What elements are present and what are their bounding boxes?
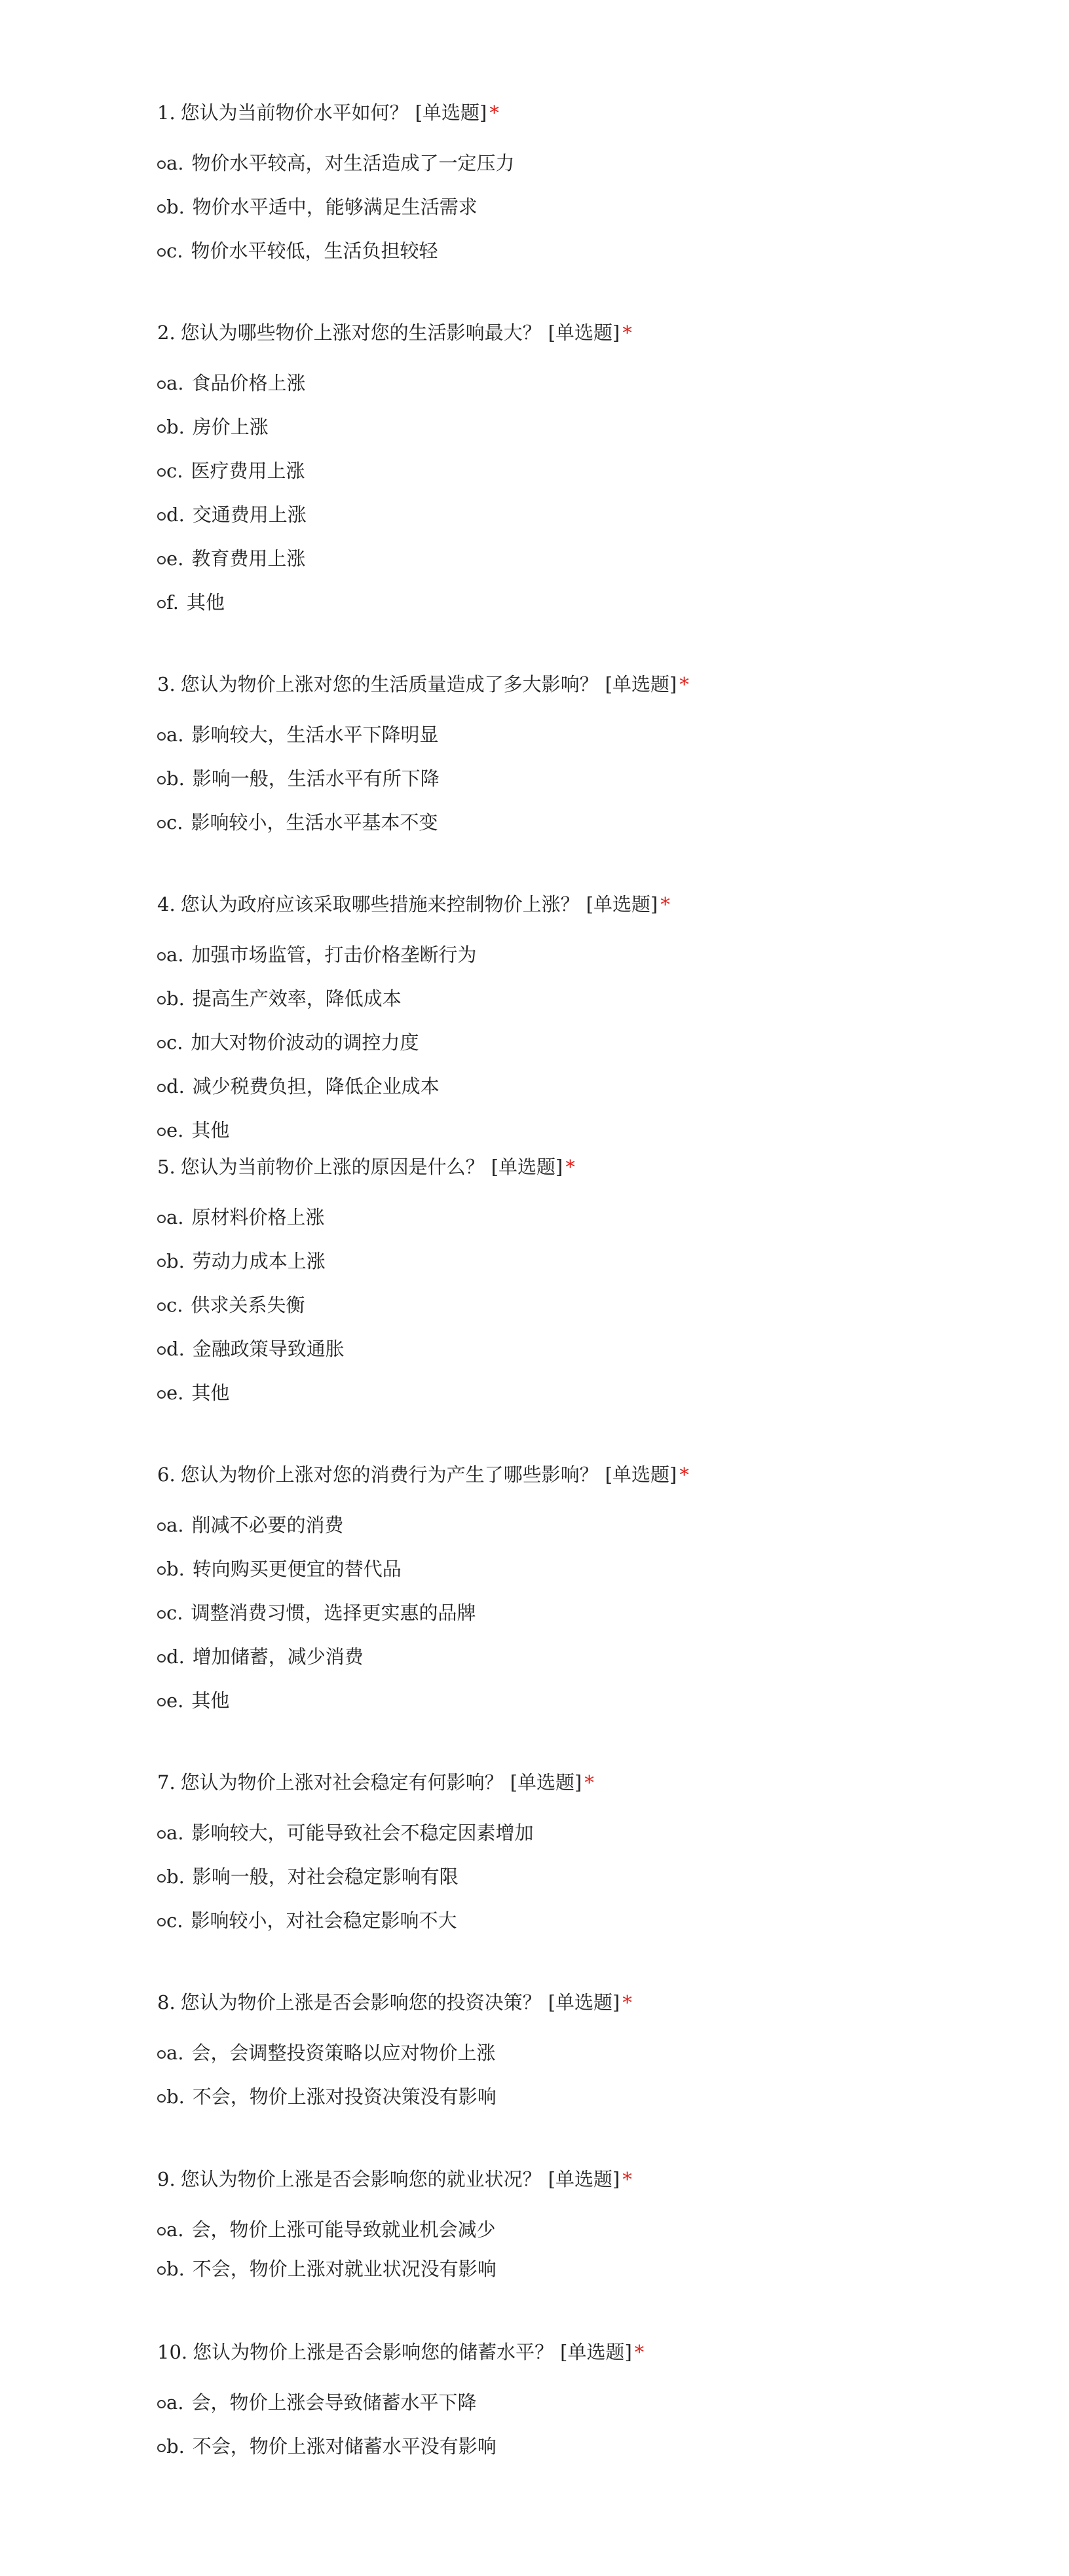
option-letter: e.: [166, 1119, 184, 1141]
option-text: 会，物价上涨可能导致就业机会减少: [191, 2218, 496, 2241]
question-type-label: [单选题]: [510, 1771, 582, 1794]
radio-button-icon[interactable]: [157, 424, 166, 433]
option-text: 其他: [191, 1689, 230, 1712]
question-block: [157, 320, 943, 614]
required-marker: *: [679, 1463, 689, 1486]
option-text: 影响较大，可能导致社会不稳定因素增加: [191, 1822, 534, 1844]
question-number: 1.: [157, 101, 176, 124]
radio-button-icon[interactable]: [157, 952, 166, 961]
radio-button-icon[interactable]: [157, 1302, 166, 1311]
option-text: 不会，物价上涨对就业状况没有影响: [192, 2258, 497, 2280]
option-text: 削减不必要的消费: [191, 1514, 344, 1536]
option-letter: d.: [166, 1075, 185, 1097]
option-letter: c.: [166, 811, 183, 834]
option-text: 增加储蓄，减少消费: [192, 1646, 364, 1668]
question-text: 您认为当前物价水平如何？: [180, 101, 409, 124]
option-text: 交通费用上涨: [192, 504, 307, 526]
question-block: [157, 1769, 943, 1932]
radio-button-icon[interactable]: [157, 1128, 166, 1136]
radio-button-icon[interactable]: [157, 600, 166, 608]
answer-option[interactable]: [157, 1512, 344, 1538]
question-type-label: [单选题]: [548, 322, 620, 344]
question-text: 您认为物价上涨对社会稳定有何影响？: [180, 1771, 504, 1794]
question-number: 5.: [157, 1156, 176, 1178]
question-type-label: [单选题]: [548, 1991, 620, 2014]
question-number: 4.: [157, 893, 176, 915]
answer-option[interactable]: [157, 1556, 402, 1582]
option-text: 医疗费用上涨: [191, 460, 305, 482]
question-text: 您认为物价上涨是否会影响您的就业状况？: [180, 2168, 542, 2190]
required-marker: *: [660, 893, 670, 915]
option-letter: c.: [166, 1031, 183, 1054]
answer-option[interactable]: [157, 370, 306, 396]
question-text: 您认为物价上涨对您的生活质量造成了多大影响？: [180, 673, 599, 695]
question-title: [157, 2166, 943, 2192]
option-text: 减少税费负担，降低企业成本: [192, 1075, 440, 1097]
option-text: 影响一般，生活水平有所下降: [192, 767, 440, 790]
radio-button-icon[interactable]: [157, 1346, 166, 1355]
question-title: [157, 1769, 943, 1795]
answer-option[interactable]: [157, 589, 225, 616]
question-title: [157, 100, 943, 126]
option-letter: b.: [166, 767, 185, 790]
option-letter: b.: [166, 196, 185, 218]
radio-button-icon[interactable]: [157, 2050, 166, 2059]
radio-button-icon[interactable]: [157, 380, 166, 389]
radio-button-icon[interactable]: [157, 2444, 166, 2452]
required-marker: *: [584, 1771, 594, 1794]
question-text: 您认为物价上涨对您的消费行为产生了哪些影响？: [180, 1463, 599, 1486]
answer-option[interactable]: [157, 1864, 459, 1890]
radio-button-icon[interactable]: [157, 1698, 166, 1706]
question-type-label: [单选题]: [605, 673, 677, 695]
option-letter: f.: [166, 591, 179, 614]
option-letter: e.: [166, 1382, 184, 1404]
option-text: 调整消费习惯，选择更实惠的品牌: [191, 1602, 476, 1624]
answer-option[interactable]: [157, 1292, 305, 1318]
option-text: 其他: [191, 1119, 230, 1141]
question-number: 3.: [157, 673, 176, 695]
option-letter: b.: [166, 2086, 185, 2108]
radio-button-icon[interactable]: [157, 1566, 166, 1575]
required-marker: *: [634, 2341, 645, 2363]
option-text: 影响较小，生活水平基本不变: [191, 811, 438, 834]
answer-option[interactable]: [157, 1073, 440, 1099]
radio-button-icon[interactable]: [157, 1654, 166, 1663]
radio-button-icon[interactable]: [157, 2094, 166, 2103]
option-text: 不会，物价上涨对储蓄水平没有影响: [192, 2435, 497, 2457]
question-block: [157, 2166, 943, 2280]
radio-button-icon[interactable]: [157, 2266, 166, 2275]
option-letter: c.: [166, 460, 183, 482]
option-text: 影响较小，对社会稳定影响不大: [191, 1909, 457, 1932]
radio-button-icon[interactable]: [157, 1610, 166, 1619]
radio-button-icon[interactable]: [157, 160, 166, 169]
question-title: [157, 1154, 943, 1180]
question-number: 2.: [157, 322, 176, 344]
question-block: [157, 100, 943, 262]
radio-button-icon[interactable]: [157, 556, 166, 564]
answer-option[interactable]: [157, 1687, 229, 1714]
question-block: [157, 1154, 943, 1404]
option-letter: b.: [166, 416, 185, 438]
answer-option[interactable]: [157, 1907, 457, 1934]
radio-button-icon[interactable]: [157, 776, 166, 784]
answer-option[interactable]: [157, 1204, 325, 1230]
option-letter: c.: [166, 1909, 183, 1932]
radio-button-icon[interactable]: [157, 1259, 166, 1267]
answer-option[interactable]: [157, 1117, 229, 1143]
question-block: [157, 891, 943, 1141]
answer-option[interactable]: [157, 1248, 326, 1274]
option-text: 会，会调整投资策略以应对物价上涨: [191, 2042, 496, 2064]
required-marker: *: [622, 1991, 632, 2014]
option-text: 转向购买更便宜的替代品: [192, 1558, 402, 1580]
answer-option[interactable]: [157, 1600, 476, 1626]
question-text: 您认为当前物价上涨的原因是什么？: [180, 1156, 485, 1178]
question-type-label: [单选题]: [560, 2341, 632, 2363]
radio-button-icon[interactable]: [157, 996, 166, 1004]
option-text: 教育费用上涨: [191, 547, 306, 570]
option-text: 加大对物价波动的调控力度: [191, 1031, 419, 1054]
option-letter: c.: [166, 1602, 183, 1624]
option-text: 金融政策导致通胀: [192, 1338, 345, 1360]
answer-option[interactable]: [157, 2433, 497, 2459]
option-letter: a.: [166, 372, 184, 394]
question-title: [157, 671, 943, 697]
radio-button-icon[interactable]: [157, 512, 166, 521]
option-letter: b.: [166, 1558, 185, 1580]
option-letter: b.: [166, 987, 185, 1010]
answer-option[interactable]: [157, 2389, 477, 2416]
option-text: 劳动力成本上涨: [192, 1250, 326, 1272]
question-number: 8.: [157, 1991, 176, 2014]
option-letter: a.: [166, 1822, 184, 1844]
option-letter: a.: [166, 944, 184, 966]
answer-option[interactable]: [157, 1644, 364, 1670]
answer-option[interactable]: [157, 545, 305, 572]
radio-button-icon[interactable]: [157, 1215, 166, 1223]
option-letter: c.: [166, 1294, 183, 1316]
option-letter: a.: [166, 2391, 184, 2414]
answer-option[interactable]: [157, 194, 478, 220]
radio-button-icon[interactable]: [157, 1390, 166, 1399]
question-title: [157, 320, 943, 346]
required-marker: *: [622, 322, 632, 344]
question-number: 10.: [157, 2341, 188, 2363]
answer-option[interactable]: [157, 150, 515, 176]
question-title: [157, 891, 943, 917]
option-text: 物价水平较高，对生活造成了一定压力: [191, 152, 515, 174]
radio-button-icon[interactable]: [157, 1918, 166, 1926]
question-type-label: [单选题]: [415, 101, 487, 124]
answer-option[interactable]: [157, 1029, 419, 1056]
answer-option[interactable]: [157, 458, 305, 484]
radio-button-icon[interactable]: [157, 468, 166, 477]
answer-option[interactable]: [157, 722, 439, 748]
option-text: 不会，物价上涨对投资决策没有影响: [192, 2086, 497, 2108]
required-marker: *: [489, 101, 499, 124]
required-marker: *: [622, 2168, 632, 2190]
radio-button-icon[interactable]: [157, 732, 166, 741]
question-block: [157, 1989, 943, 2108]
question-number: 6.: [157, 1463, 176, 1486]
answer-option[interactable]: [157, 2256, 497, 2282]
question-type-label: [单选题]: [491, 1156, 563, 1178]
option-letter: d.: [166, 1646, 185, 1668]
answer-option[interactable]: [157, 942, 477, 968]
option-letter: a.: [166, 1514, 184, 1536]
answer-option[interactable]: [157, 1380, 229, 1406]
question-text: 您认为哪些物价上涨对您的生活影响最大？: [180, 322, 542, 344]
option-text: 其他: [191, 1382, 230, 1404]
required-marker: *: [565, 1156, 575, 1178]
option-letter: a.: [166, 2042, 184, 2064]
answer-option[interactable]: [157, 1820, 534, 1846]
option-text: 影响较大，生活水平下降明显: [191, 724, 439, 746]
answer-option[interactable]: [157, 1336, 345, 1362]
question-title: [157, 1989, 943, 2015]
option-letter: e.: [166, 1689, 184, 1712]
option-text: 物价水平较低，生活负担较轻: [191, 240, 438, 262]
answer-option[interactable]: [157, 502, 307, 528]
option-text: 其他: [186, 591, 225, 614]
option-letter: b.: [166, 1250, 185, 1272]
question-block: [157, 671, 943, 834]
answer-option[interactable]: [157, 414, 269, 440]
radio-button-icon[interactable]: [157, 248, 166, 257]
option-letter: d.: [166, 1338, 185, 1360]
option-text: 影响一般，对社会稳定影响有限: [192, 1866, 459, 1888]
answer-option[interactable]: [157, 765, 440, 792]
question-number: 9.: [157, 2168, 176, 2190]
radio-button-icon[interactable]: [157, 2400, 166, 2408]
option-letter: c.: [166, 240, 183, 262]
radio-button-icon[interactable]: [157, 1084, 166, 1092]
option-text: 原材料价格上涨: [191, 1206, 325, 1228]
option-text: 食品价格上涨: [191, 372, 306, 394]
answer-option[interactable]: [157, 985, 402, 1012]
option-letter: a.: [166, 1206, 184, 1228]
question-block: [157, 1462, 943, 1712]
question-text: 您认为政府应该采取哪些措施来控制物价上涨？: [180, 893, 580, 915]
radio-button-icon[interactable]: [157, 1830, 166, 1839]
option-letter: b.: [166, 1866, 185, 1888]
answer-option[interactable]: [157, 2217, 496, 2243]
radio-button-icon[interactable]: [157, 1040, 166, 1048]
answer-option[interactable]: [157, 2040, 496, 2066]
option-text: 会，物价上涨会导致储蓄水平下降: [191, 2391, 477, 2414]
radio-button-icon[interactable]: [157, 1522, 166, 1531]
radio-button-icon[interactable]: [157, 2227, 166, 2236]
required-marker: *: [679, 673, 689, 695]
question-number: 7.: [157, 1771, 176, 1794]
option-letter: e.: [166, 547, 184, 570]
option-text: 提高生产效率，降低成本: [192, 987, 402, 1010]
option-text: 房价上涨: [192, 416, 269, 438]
question-type-label: [单选题]: [586, 893, 658, 915]
option-letter: b.: [166, 2435, 185, 2457]
question-type-label: [单选题]: [605, 1463, 677, 1486]
option-text: 加强市场监管，打击价格垄断行为: [191, 944, 477, 966]
answer-option[interactable]: [157, 2084, 497, 2110]
option-letter: a.: [166, 152, 184, 174]
option-letter: a.: [166, 724, 184, 746]
radio-button-icon[interactable]: [157, 1874, 166, 1883]
question-title: [157, 1462, 943, 1488]
radio-button-icon[interactable]: [157, 820, 166, 828]
answer-option[interactable]: [157, 809, 438, 836]
answer-option[interactable]: [157, 238, 438, 264]
option-text: 物价水平适中，能够满足生活需求: [192, 196, 478, 218]
question-type-label: [单选题]: [548, 2168, 620, 2190]
question-text: 您认为物价上涨是否会影响您的储蓄水平？: [193, 2341, 554, 2363]
question-block: [157, 2339, 943, 2457]
option-letter: b.: [166, 2258, 185, 2280]
question-title: [157, 2339, 943, 2365]
radio-button-icon[interactable]: [157, 204, 166, 213]
option-letter: d.: [166, 504, 185, 526]
option-letter: a.: [166, 2218, 184, 2241]
option-text: 供求关系失衡: [191, 1294, 305, 1316]
question-text: 您认为物价上涨是否会影响您的投资决策？: [180, 1991, 542, 2014]
